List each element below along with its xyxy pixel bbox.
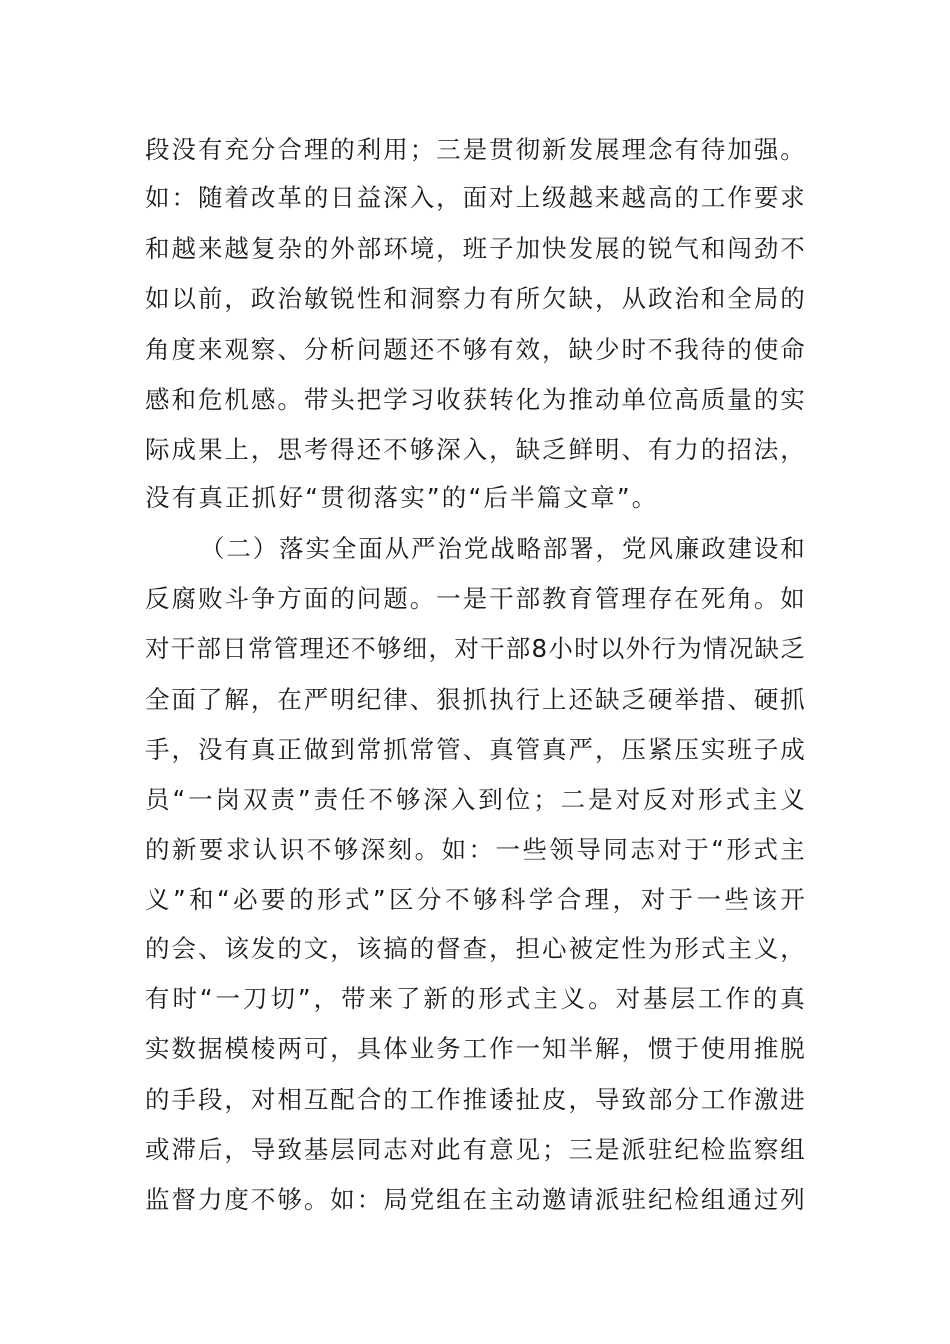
text-line: 有时“一刀切”，带来了新的形式主义。对基层工作的真: [145, 984, 805, 1013]
text-line: 员“一岗双责”责任不够深入到位；二是对反对形式主义: [145, 785, 805, 814]
section-heading-line: （二）落实全面从严治党战略部署，党风廉政建设和: [200, 534, 805, 563]
text-line: 的手段，对相互配合的工作推诿扯皮，导致部分工作激进: [145, 1085, 805, 1114]
text-line: 实数据模棱两可，具体业务工作一知半解，惯于使用推脱: [145, 1034, 805, 1063]
text-line: 义”和“必要的形式”区分不够科学合理，对于一些该开: [145, 885, 805, 914]
text-line: 如以前，政治敏锐性和洞察力有所欠缺，从政治和全局的: [145, 284, 805, 313]
text-line: 的新要求认识不够深刻。如：一些领导同志对于“形式主: [145, 835, 805, 864]
text-line: 段没有充分合理的利用；三是贯彻新发展理念有待加强。: [145, 135, 805, 164]
text-line: 和越来越复杂的外部环境，班子加快发展的锐气和闯劲不: [145, 234, 805, 263]
text-line: 对干部日常管理还不够细，对干部8小时以外行为情况缺乏: [145, 634, 805, 663]
text-line: 如：随着改革的日益深入，面对上级越来越高的工作要求: [145, 183, 805, 212]
text-line: 际成果上，思考得还不够深入，缺乏鲜明、有力的招法，: [145, 435, 805, 464]
text-line: 手，没有真正做到常抓常管、真管真严，压紧压实班子成: [145, 735, 805, 764]
text-line: 没有真正抓好“贯彻落实”的“后半篇文章”。: [145, 483, 659, 512]
text-line: 监督力度不够。如：局党组在主动邀请派驻纪检组通过列: [145, 1185, 805, 1214]
text-line: 的会、该发的文，该搞的督查，担心被定性为形式主义，: [145, 934, 805, 963]
text-line: 感和危机感。带头把学习收获转化为推动单位高质量的实: [145, 385, 805, 414]
text-line: 全面了解，在严明纪律、狠抓执行上还缺乏硬举措、硬抓: [145, 685, 805, 714]
text-line: 反腐败斗争方面的问题。一是干部教育管理存在死角。如: [145, 584, 805, 613]
text-line: 角度来观察、分析问题还不够有效，缺少时不我待的使命: [145, 335, 805, 364]
text-line: 或滞后，导致基层同志对此有意见；三是派驻纪检监察组: [145, 1135, 805, 1164]
